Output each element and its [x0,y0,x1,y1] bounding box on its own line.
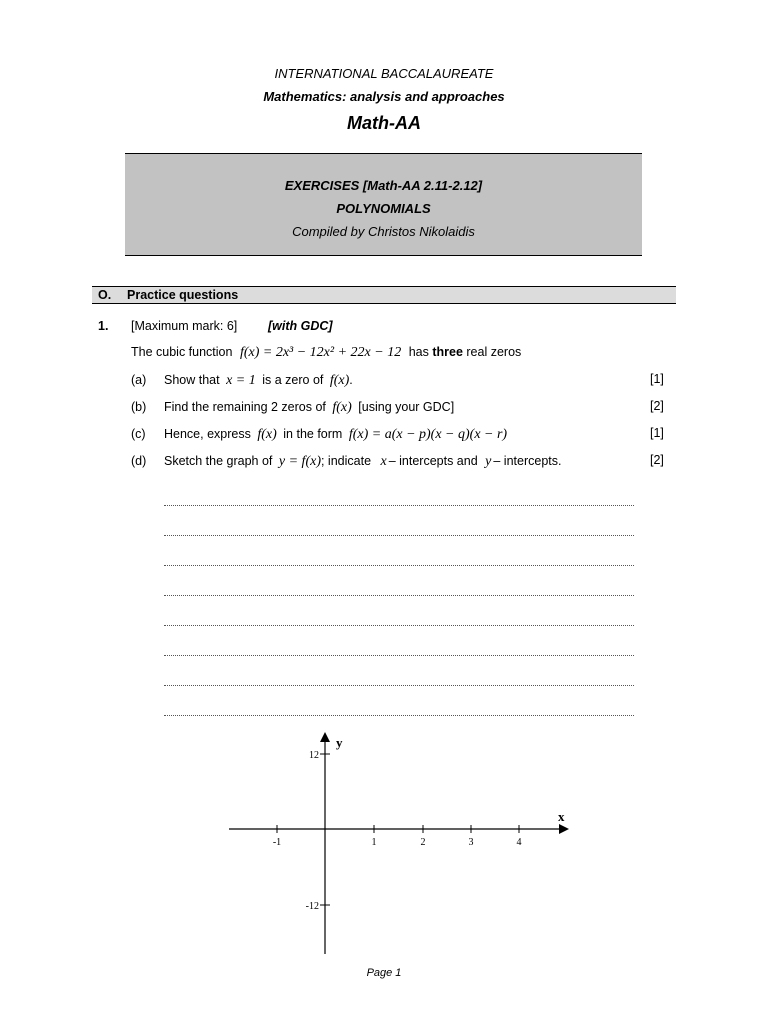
topic-title: POLYNOMIALS [336,201,431,216]
part-b-pre: Find the remaining 2 zeros of [164,400,326,414]
section-title: Practice questions [127,288,239,302]
part-d-mid: ; indicate [320,454,372,468]
part-b-mid: [using your GDC] [358,400,455,414]
x-tick-label: -1 [272,837,282,848]
part-d-post2: – intercepts. [493,454,562,468]
part-a-post: . [349,373,353,387]
x-tick-label: 1 [371,837,377,848]
intro-text: The cubic function [131,345,233,359]
question-max-mark: [Maximum mark: 6] [131,319,238,333]
page-number: Page 1 [366,967,402,979]
part-c-mid: in the form [283,427,343,441]
part-b-label: (b) [131,400,147,414]
function-formula: f(x) = 2x³ − 12x² + 22x − 12 [239,345,402,360]
y-axis-label: y [336,735,343,750]
x-tick-label: 2 [420,837,426,848]
part-c-marks: [1] [650,426,664,440]
part-b-marks: [2] [650,399,664,413]
y-axis-arrow [320,732,330,742]
author-line: Compiled by Christos Nikolaidis [292,224,475,239]
part-d-marks: [2] [650,453,664,467]
part-c-label: (c) [131,427,146,441]
course-name: Mathematics: analysis and approaches [263,89,505,104]
part-b-math1: f(x) [332,400,352,415]
part-d-math2: x [380,454,387,469]
part-a-math1: x = 1 [226,373,256,388]
part-a-label: (a) [131,373,147,387]
part-d-pre: Sketch the graph of [164,454,273,468]
x-tick-label: 4 [516,837,522,848]
part-d-math3: y [485,454,492,469]
part-a-marks: [1] [650,372,664,386]
part-d-math1: y = f(x) [278,454,321,469]
part-c-pre: Hence, express [164,427,251,441]
y-tick-label-bottom: -12 [305,901,319,912]
question-number: 1. [98,319,109,333]
x-axis-arrow [559,824,569,834]
exercise-title: EXERCISES [Math-AA 2.11-2.12] [284,178,483,193]
y-tick-label-top: 12 [309,750,319,761]
institution-name: INTERNATIONAL BACCALAUREATE [274,66,494,81]
intro-has: has [408,345,429,359]
section-number: O. [98,288,112,302]
part-d-label: (d) [131,454,147,468]
part-a-pre: Show that [164,373,220,387]
course-short-title: Math-AA [347,113,421,133]
x-tick-label: 3 [468,837,474,848]
part-d-post: – intercepts and [388,454,478,468]
part-a-math2: f(x) [329,373,350,388]
x-axis-label: x [558,809,565,824]
intro-post: real zeros [466,345,522,359]
part-a-mid: is a zero of [262,373,324,387]
question-gdc-note: [with GDC] [268,319,333,333]
part-c-math2: f(x) = a(x − p)(x − q)(x − r) [348,427,508,442]
part-c-math1: f(x) [257,427,277,442]
intro-bold-three: three [432,345,463,359]
